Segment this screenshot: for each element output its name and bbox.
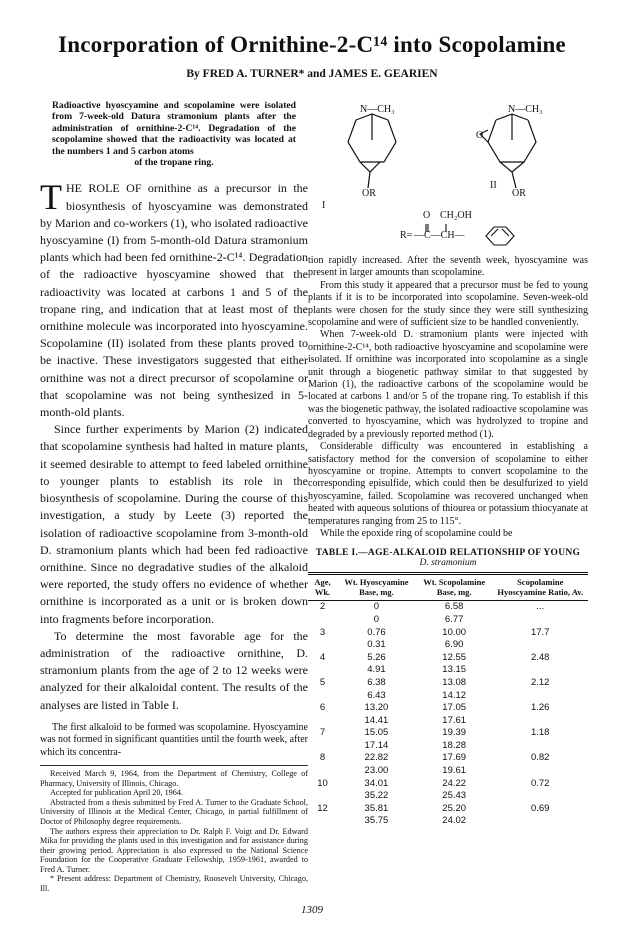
header-age: Age, Wk. [308,574,337,601]
table-row [308,664,588,677]
cell-ratio [492,740,588,753]
cell-scopolamine: 25.20 [442,802,467,814]
table-row [308,815,588,828]
cell-hyoscyamine: 35.75 [364,815,389,827]
abstract [40,100,308,168]
table-row [308,790,588,803]
cell-ratio: 0.82 [530,752,550,764]
footnote-thesis: Abstracted from a thesis submitted by Fred A. Turner to the Graduate School, University of Illinois at the Medical Center, Chicago, in partial fulfillment of Doctor of Philosophy degree requirements. [40,797,308,826]
table-row [308,652,588,665]
cell-scopolamine: 17.69 [442,752,467,764]
cell-hyoscyamine: 35.22 [364,790,389,802]
cell-ratio: 2.48 [530,651,550,663]
abstract-last-line: of the tropane ring. [134,157,214,169]
cell-hyoscyamine: 0 [373,613,380,625]
cell-hyoscyamine: 4.91 [367,664,386,676]
cell-ratio: 1.18 [530,727,550,739]
cell-hyoscyamine: 0.31 [367,639,386,651]
table-row [308,740,588,753]
cell-scopolamine: 10.00 [442,626,467,638]
page-number: 1309 [301,904,323,916]
cell-scopolamine: 24.22 [442,777,467,789]
abstract-text: Radioactive hyoscyamine and scopolamine were isolated from 7-week-old Datura stramonium plants after the administration of ornithine-2-C¹⁴. Degradation of the scopolamine showed that the radioactivity was located at the numbers 1 and 5 carbon atoms [52,100,296,157]
table-subtitle: D. stramonium [419,558,477,569]
paragraph-4: The first alkaloid to be formed was scopolamine. Hyoscyamine was not formed in significant quantities until the fourth week, after which its concentra- [40,721,308,758]
cell-ratio: 2.12 [530,676,550,688]
paragraph-9: While the epoxide ring of scopolamine could be [320,527,513,539]
age-alkaloid-table [308,572,588,828]
table-body [308,601,588,828]
table-row [308,601,588,614]
paragraph-intro: THE ROLE OF ornithine as a precursor in the biosynthesis of hyoscyamine was demonstrated by Marion and co-workers (1), who isolated radioactive hyoscyamine (I) from 5-month-old Datura stramonium plants which had been fed ornithine-2-C¹⁴. Degradation of the radioactive hyoscyamine showed that the radioactivity was located at carbons 1 and 5 of the tropane ring, and indication that at least most of the ornithine molecule was incorporated into hyoscyamine. Scopolamine (II) isolated from these plants proved to be inactive. These investigators suggested that either ornithine was not a direct precursor of scopolamine or that scopolamine was not being synthesized in 5-month-old plants. [40,177,308,420]
left-body [40,177,308,713]
cell-scopolamine: 19.61 [442,765,467,777]
cell-ratio [492,614,588,627]
cell-hyoscyamine: 35.81 [364,802,389,814]
cell-ratio: 1.26 [530,702,550,714]
paragraph-2: Since further experiments by Marion (2) indicated that scopolamine synthesis had halted in mature plants, it seemed desirable to attempt to feed labeled ornithine to younger plants to establish its role in the biosynthesis of scopolamine. During the course of this investigation, a study by Leete (3) reported the isolation of radioactive scopolamine from 3-month-old D. stramonium plants which had been fed radioactive ornithine. Since no degradative studies of the alkaloid were reported, the study offers no evidence of whether ornithine is incorporated as a unit or is broken down into fragments before incorporation. [40,422,308,626]
cell-hyoscyamine: 17.14 [364,739,389,751]
cell-ratio [492,664,588,677]
structure-ii-amine: N—CH₃ [508,104,543,115]
cell-ratio: 17.7 [530,626,550,638]
footnote-accepted: Accepted for publication April 20, 1964. [50,788,184,798]
cell-hyoscyamine: 5.26 [367,651,386,663]
cell-age: 5 [319,676,326,688]
cell-age [308,740,337,753]
structure-i-amine: N—CH₃ [360,104,395,115]
table-row [308,715,588,728]
paragraph-6: From this study it appeared that a precursor must be fed to young plants if it is to be incorporated into scopolamine. Seven-week-old plants were chosen for the study since they were still synthesizing scopolamine and were of sufficient size to be handled conveniently. [308,279,588,329]
paragraph-7: When 7-week-old D. stramonium plants were injected with ornithine-2-C¹⁴, both radioactive hyoscyamine and scopolamine were isolated. If ornithine was incorporated into scopolamine as a single unit through a biogenetic pathway similar to that suggested by Marion (1), the radioactive carbons of the scopolamine would be located at carbons 1 and/or 5 of the tropane ring. To establish if this was the biogenetic pathway, the isolated radioactive scopolamine was converted to hyoscyamine, which was hydrolyzed to tropine and degraded by a previously reported method (1). [308,329,588,440]
cell-hyoscyamine: 6.43 [367,689,386,701]
cell-scopolamine: 13.08 [442,676,467,688]
cell-scopolamine: 17.05 [442,702,467,714]
table-row [308,627,588,640]
cell-scopolamine: 24.02 [442,815,467,827]
cell-age: 3 [319,626,326,638]
table-row [308,614,588,627]
cell-scopolamine: 6.58 [444,601,464,613]
cell-ratio [492,715,588,728]
cell-scopolamine: 13.15 [442,664,467,676]
cell-ratio [492,639,588,652]
cell-age [308,765,337,778]
cell-hyoscyamine: 13.20 [364,702,389,714]
cell-scopolamine: 25.43 [442,790,467,802]
table-title: TABLE I.—AGE-ALKALOID RELATIONSHIP OF YOUNG [315,548,581,559]
header-hyoscyamine: Wt. Hyoscyamine Base, mg. [337,574,416,601]
table-row [308,639,588,652]
cell-scopolamine: 6.90 [444,639,464,651]
article-title: Incorporation of Ornithine-2-C¹⁴ into Scopolamine [58,32,566,57]
cell-age: 6 [319,702,326,714]
cell-ratio [492,790,588,803]
r-group-ch2oh: CH₂OH [440,210,472,221]
chemical-structures [308,100,588,255]
table-row [308,803,588,816]
table-row [308,727,588,740]
cell-age: 4 [319,651,326,663]
header-scopolamine: Wt. Scopolamine Base, mg. [416,574,493,601]
structure-ii-label: II [490,180,497,191]
cell-hyoscyamine: 22.82 [364,752,389,764]
cell-hyoscyamine: 15.05 [364,727,389,739]
cell-ratio [492,765,588,778]
table-row [308,752,588,765]
cell-age: 2 [319,601,326,613]
r-group-carbonyl-o: O [423,210,431,221]
footnotes [40,765,308,894]
table-header-row [308,574,588,601]
cell-age [308,815,337,828]
left-column [40,100,308,894]
cell-ratio [492,690,588,703]
cell-age: 8 [319,752,326,764]
cell-age [308,690,337,703]
table-row [308,690,588,703]
table-row [308,765,588,778]
cell-scopolamine: 6.77 [444,613,464,625]
table-row [308,702,588,715]
cell-ratio: 0.72 [530,777,550,789]
cell-age: 12 [317,802,328,814]
cell-hyoscyamine: 23.00 [364,765,389,777]
cell-age: 10 [317,777,328,789]
paragraph-3: To determine the most favorable age for the administration of the radioactive ornithine, D. stramonium plants from the age of 2 to 12 weeks were analyzed for their alkaloidal content. The results of the analyses are listed in Table I. [40,628,308,712]
drop-cap: T [40,177,62,218]
r-group-chain: —C—CH— [414,230,465,241]
cell-ratio: 0.69 [530,802,550,814]
cell-hyoscyamine: 6.38 [367,676,386,688]
cell-age [308,715,337,728]
paragraph-8: Considerable difficulty was encountered in establishing a satisfactory method for the conversion of scopolamine to either hyoscyamine or tropine. Attempts to convert scopolamine to the corresponding episulfide, which could then be desulfurized to yield hyoscyamine, failed. Scopolamine was recovered unchanged when heated with aqueous solutions of thiourea or potassium thiocyanate at temperatures ranging from 25 to 115°. [308,441,588,527]
r-group-label: R= [400,230,413,241]
structure-i-label: I [322,200,326,211]
table-row [308,778,588,791]
cell-age [308,790,337,803]
cell-scopolamine: 14.12 [442,689,467,701]
cell-age [308,639,337,652]
cell-scopolamine: 17.61 [442,714,467,726]
cell-hyoscyamine: 34.01 [364,777,389,789]
cell-age [308,664,337,677]
cell-scopolamine: 12.55 [442,651,467,663]
footnote-acknowledgment: The authors express their appreciation to Dr. Ralph F. Voigt and Dr. Edward Mika for providing the plants used in this investigation and for assistance during their growing period. Appreciation is also expressed to the National Science Foundation for the Cooperative Graduate Fellowship, 1959-1961, awarded to Fred A. Turner. [40,826,308,874]
header-ratio: Scopolamine Hyoscyamine Ratio, Av. [492,574,588,601]
structure-ii-oxygen: O [476,130,484,141]
left-small-text [40,722,308,759]
cell-scopolamine: 18.28 [442,739,467,751]
cell-ratio: ... [536,601,545,613]
cell-hyoscyamine: 0.76 [367,626,386,638]
structure-ii-or: OR [512,188,526,199]
cell-age: 7 [319,727,326,739]
footnote-received: Received March 9, 1964, from the Department of Chemistry, College of Pharmacy, University of Illinois, Chicago. [40,768,308,788]
paragraph-5: tion rapidly increased. After the seventh week, hyoscyamine was present in larger amounts than scopolamine. [308,255,588,279]
right-body [308,255,588,540]
structure-i-or: OR [362,188,376,199]
footnote-address: * Present address: Department of Chemistry, Roosevelt University, Chicago, Ill. [40,874,308,894]
cell-age [308,614,337,627]
author-line: By FRED A. TURNER* and JAMES E. GEARIEN [186,68,438,80]
table-row [308,677,588,690]
cell-hyoscyamine: 0 [373,601,380,613]
cell-ratio [492,815,588,828]
cell-scopolamine: 19.39 [442,727,467,739]
cell-hyoscyamine: 14.41 [364,714,389,726]
right-column [308,100,588,828]
